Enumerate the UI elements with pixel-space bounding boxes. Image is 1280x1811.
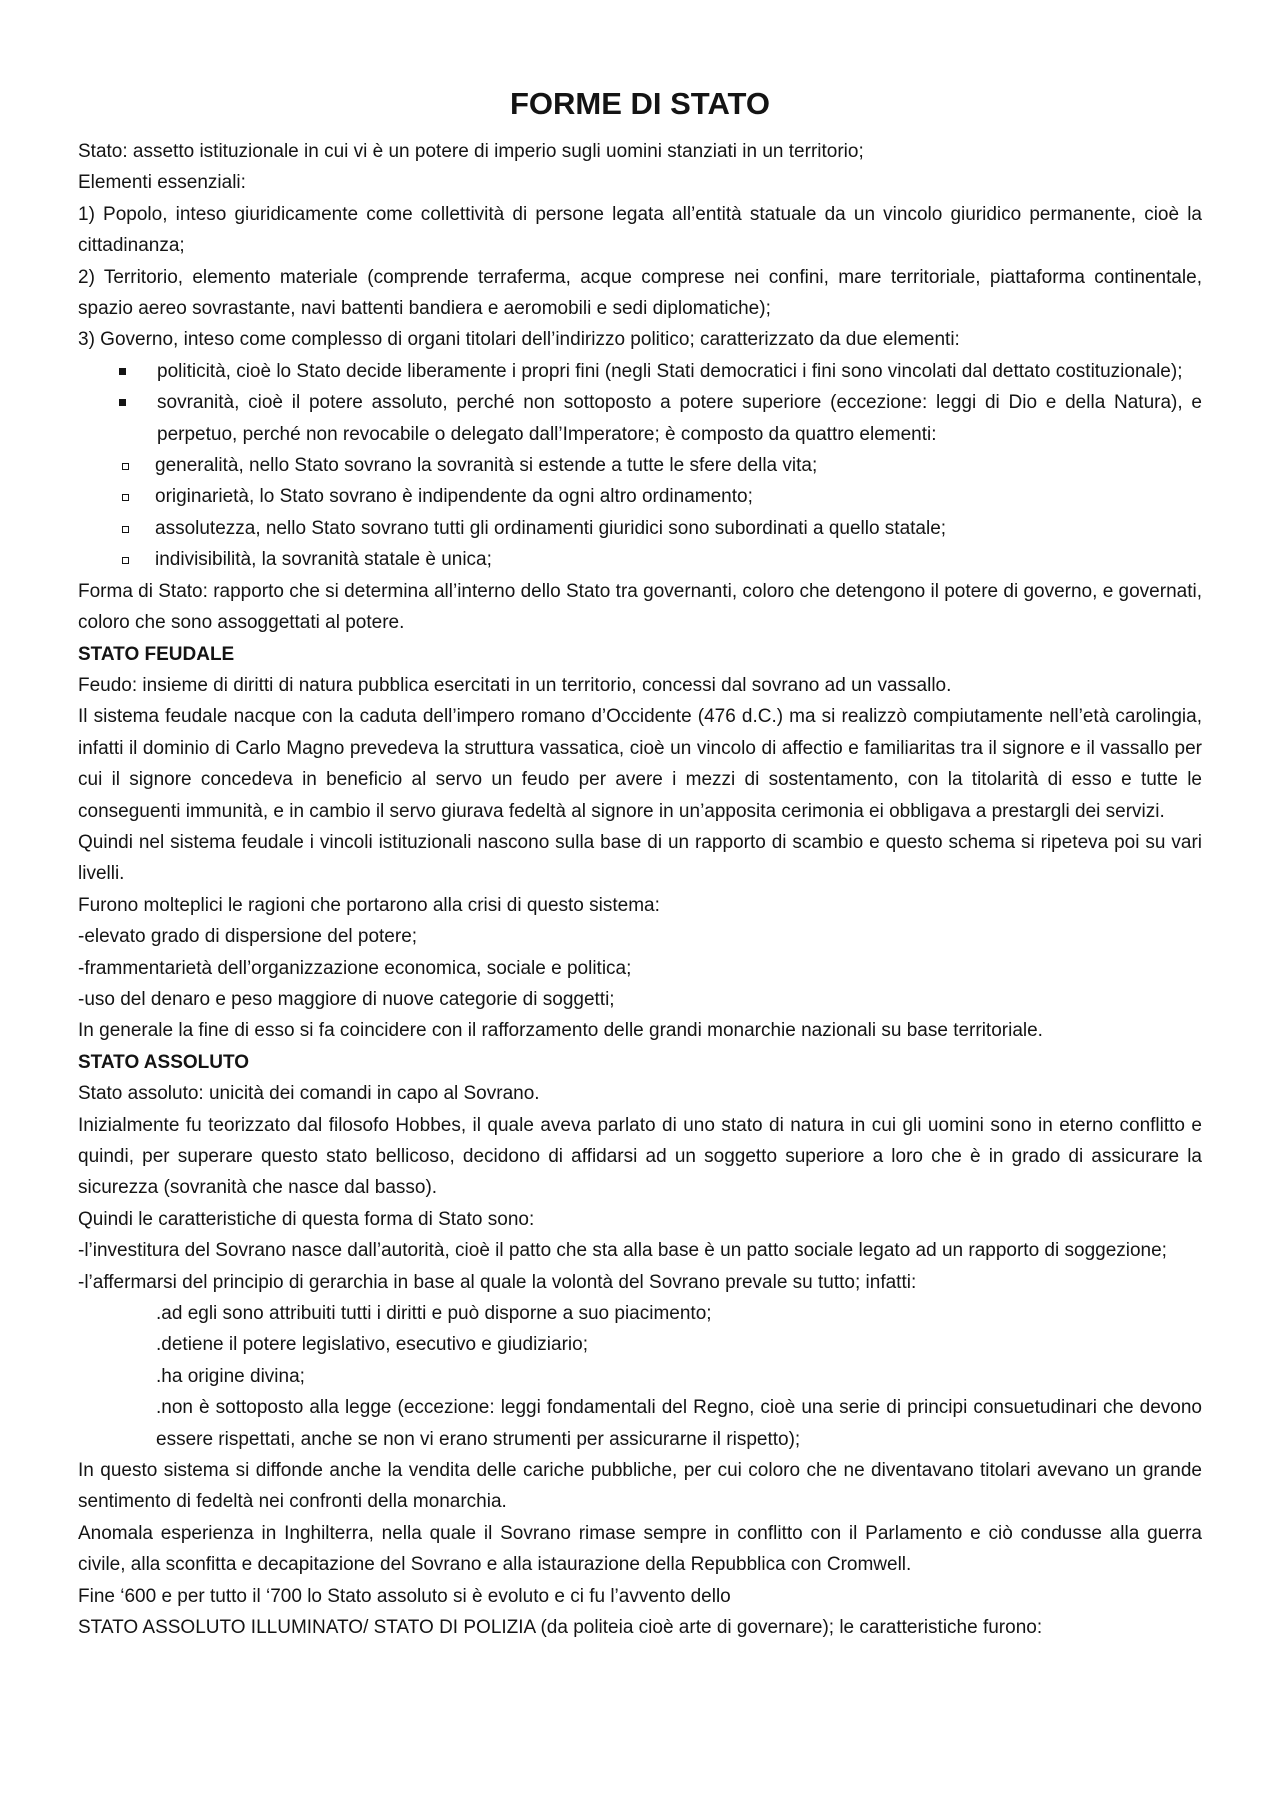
- assoluto-paragraph: Quindi le caratteristiche di questa forma di Stato sono:: [78, 1208, 535, 1230]
- elementi-label: Elementi essenziali:: [78, 172, 246, 194]
- feudale-paragraph: Feudo: insieme di diritti di natura pubblica esercitati in un territorio, concessi dal sovrano ad un vassallo.: [78, 674, 952, 696]
- feudale-paragraph: Quindi nel sistema feudale i vincoli istituzionali nascono sulla base di un rapporto di scambio e questo schema si ripeteva poi su vari livelli.: [78, 831, 1202, 885]
- list-item-sovranita: sovranità, cioè il potere assoluto, perché non sottoposto a potere superiore (eccezione: leggi di Dio e della Natura), e perpetuo, perché non revocabile o delegato dall’Imperatore; è composto da quattro elementi:: [157, 387, 1202, 450]
- elemento-territorio: 2) Territorio, elemento materiale (comprende terraferma, acque comprese nei confini, mare territoriale, piattaforma continentale, spazio aereo sovrastante, navi battenti bandiera e aeromobili e sedi diplomatiche);: [78, 266, 1202, 320]
- feudale-paragraph: Il sistema feudale nacque con la caduta dell’impero romano d’Occidente (476 d.C.) ma si realizzò compiutamente nell’età carolingia, infatti il dominio di Carlo Magno prevedeva la struttura vassatica, cioè un vincolo di affectio e familiaritas tra il signore e il vassallo per cui il signore concedeva in beneficio al servo un feudo per avere i mezzi di sostentamento, con la titolarità di esso e tutte le conseguenti immunità, e in cambio il servo giurava fedeltà al signore in un’apposita cerimonia ei obbligava a prestargli dei servizi.: [78, 706, 1202, 822]
- list-item-assolutezza: assolutezza, nello Stato sovrano tutti gli ordinamenti giuridici sono subordinati a quello statale;: [155, 513, 1202, 544]
- section-heading-stato-assoluto: STATO ASSOLUTO: [78, 1051, 250, 1073]
- feudale-paragraph: In generale la fine di esso si fa coincidere con il rafforzamento delle grandi monarchie nazionali su base territoriale.: [78, 1020, 1043, 1042]
- section-heading-stato-feudale: STATO FEUDALE: [78, 643, 235, 665]
- feudale-crisis-reason: -elevato grado di dispersione del potere;: [78, 926, 418, 948]
- elemento-popolo: 1) Popolo, inteso giuridicamente come collettività di persone legata all’entità statuale da un vincolo giuridico permanente, cioè la cittadinanza;: [78, 203, 1202, 257]
- stato-illuminato-line: STATO ASSOLUTO ILLUMINATO/ STATO DI POLIZIA (da politeia cioè arte di governare); le caratteristiche furono:: [78, 1617, 1043, 1639]
- list-item: .detiene il potere legislativo, esecutivo e giudiziario;: [156, 1334, 588, 1356]
- assoluto-closing-paragraph: Fine ‘600 e per tutto il ‘700 lo Stato assoluto si è evoluto e ci fu l’avvento dello: [78, 1585, 731, 1607]
- stato-definition: Stato: assetto istituzionale in cui vi è un potere di imperio sugli uomini stanziati in un territorio;: [78, 141, 864, 162]
- sovranita-elements-list: [78, 450, 1202, 576]
- assoluto-characteristic: -l’affermarsi del principio di gerarchia in base al quale la volontà del Sovrano prevale su tutto; infatti:: [78, 1271, 917, 1293]
- assoluto-paragraph: Stato assoluto: unicità dei comandi in capo al Sovrano.: [78, 1083, 540, 1105]
- list-item-originarieta: originarietà, lo Stato sovrano è indipendente da ogni altro ordinamento;: [155, 481, 1202, 512]
- governo-elements-list: [78, 356, 1202, 450]
- list-item-politicita: politicità, cioè lo Stato decide liberamente i propri fini (negli Stati democratici i fini sono vincolati dal dettato costituzionale);: [157, 356, 1202, 387]
- page-title: FORME DI STATO: [509, 86, 771, 121]
- list-item-generalita: generalità, nello Stato sovrano la sovranità si estende a tutte le sfere della vita;: [155, 450, 1202, 481]
- assoluto-closing-paragraph: In questo sistema si diffonde anche la vendita delle cariche pubbliche, per cui coloro che ne diventavano titolari avevano un grande sentimento di fedeltà nei confronti della monarchia.: [78, 1460, 1202, 1513]
- sovrano-attributes-list: [78, 1298, 1202, 1455]
- list-item: .non è sottoposto alla legge (eccezione: leggi fondamentali del Regno, cioè una serie di principi consuetudinari che devono essere rispettati, anche se non vi erano strumenti per assicurarne il rispetto);: [156, 1397, 1202, 1450]
- feudale-crisis-reason: -uso del denaro e peso maggiore di nuove categorie di soggetti;: [78, 988, 615, 1010]
- list-item-indivisibilita: indivisibilità, la sovranità statale è unica;: [155, 544, 1202, 575]
- assoluto-characteristic: -l’investitura del Sovrano nasce dall’autorità, cioè il patto che sta alla base è un patto sociale legato ad un rapporto di soggezione;: [78, 1240, 1167, 1262]
- forma-di-stato-definition: Forma di Stato: rapporto che si determina all’interno dello Stato tra governanti, coloro che detengono il potere di governo, e governati, coloro che sono assoggettati al potere.: [78, 580, 1202, 634]
- document-body: [78, 136, 1202, 1644]
- feudale-paragraph: Furono molteplici le ragioni che portarono alla crisi di questo sistema:: [78, 894, 660, 916]
- elemento-governo: 3) Governo, inteso come complesso di organi titolari dell’indirizzo politico; caratterizzato da due elementi:: [78, 329, 960, 351]
- list-item: .ad egli sono attribuiti tutti i diritti e può disporne a suo piacimento;: [156, 1303, 712, 1325]
- feudale-crisis-reason: -frammentarietà dell’organizzazione economica, sociale e politica;: [78, 957, 632, 979]
- assoluto-closing-paragraph: Anomala esperienza in Inghilterra, nella quale il Sovrano rimase sempre in conflitto con il Parlamento e ciò condusse alla guerra civile, alla sconfitta e decapitazione del Sovrano e alla istaurazione della Repubblica con Cromwell.: [78, 1522, 1202, 1576]
- list-item: .ha origine divina;: [156, 1365, 305, 1387]
- assoluto-paragraph: Inizialmente fu teorizzato dal filosofo Hobbes, il quale aveva parlato di uno stato di natura in cui gli uomini sono in eterno conflitto e quindi, per superare questo stato bellicoso, decidono di affidarsi ad un soggetto superiore a loro che è in grado di assicurare la sicurezza (sovranità che nasce dal basso).: [78, 1114, 1202, 1199]
